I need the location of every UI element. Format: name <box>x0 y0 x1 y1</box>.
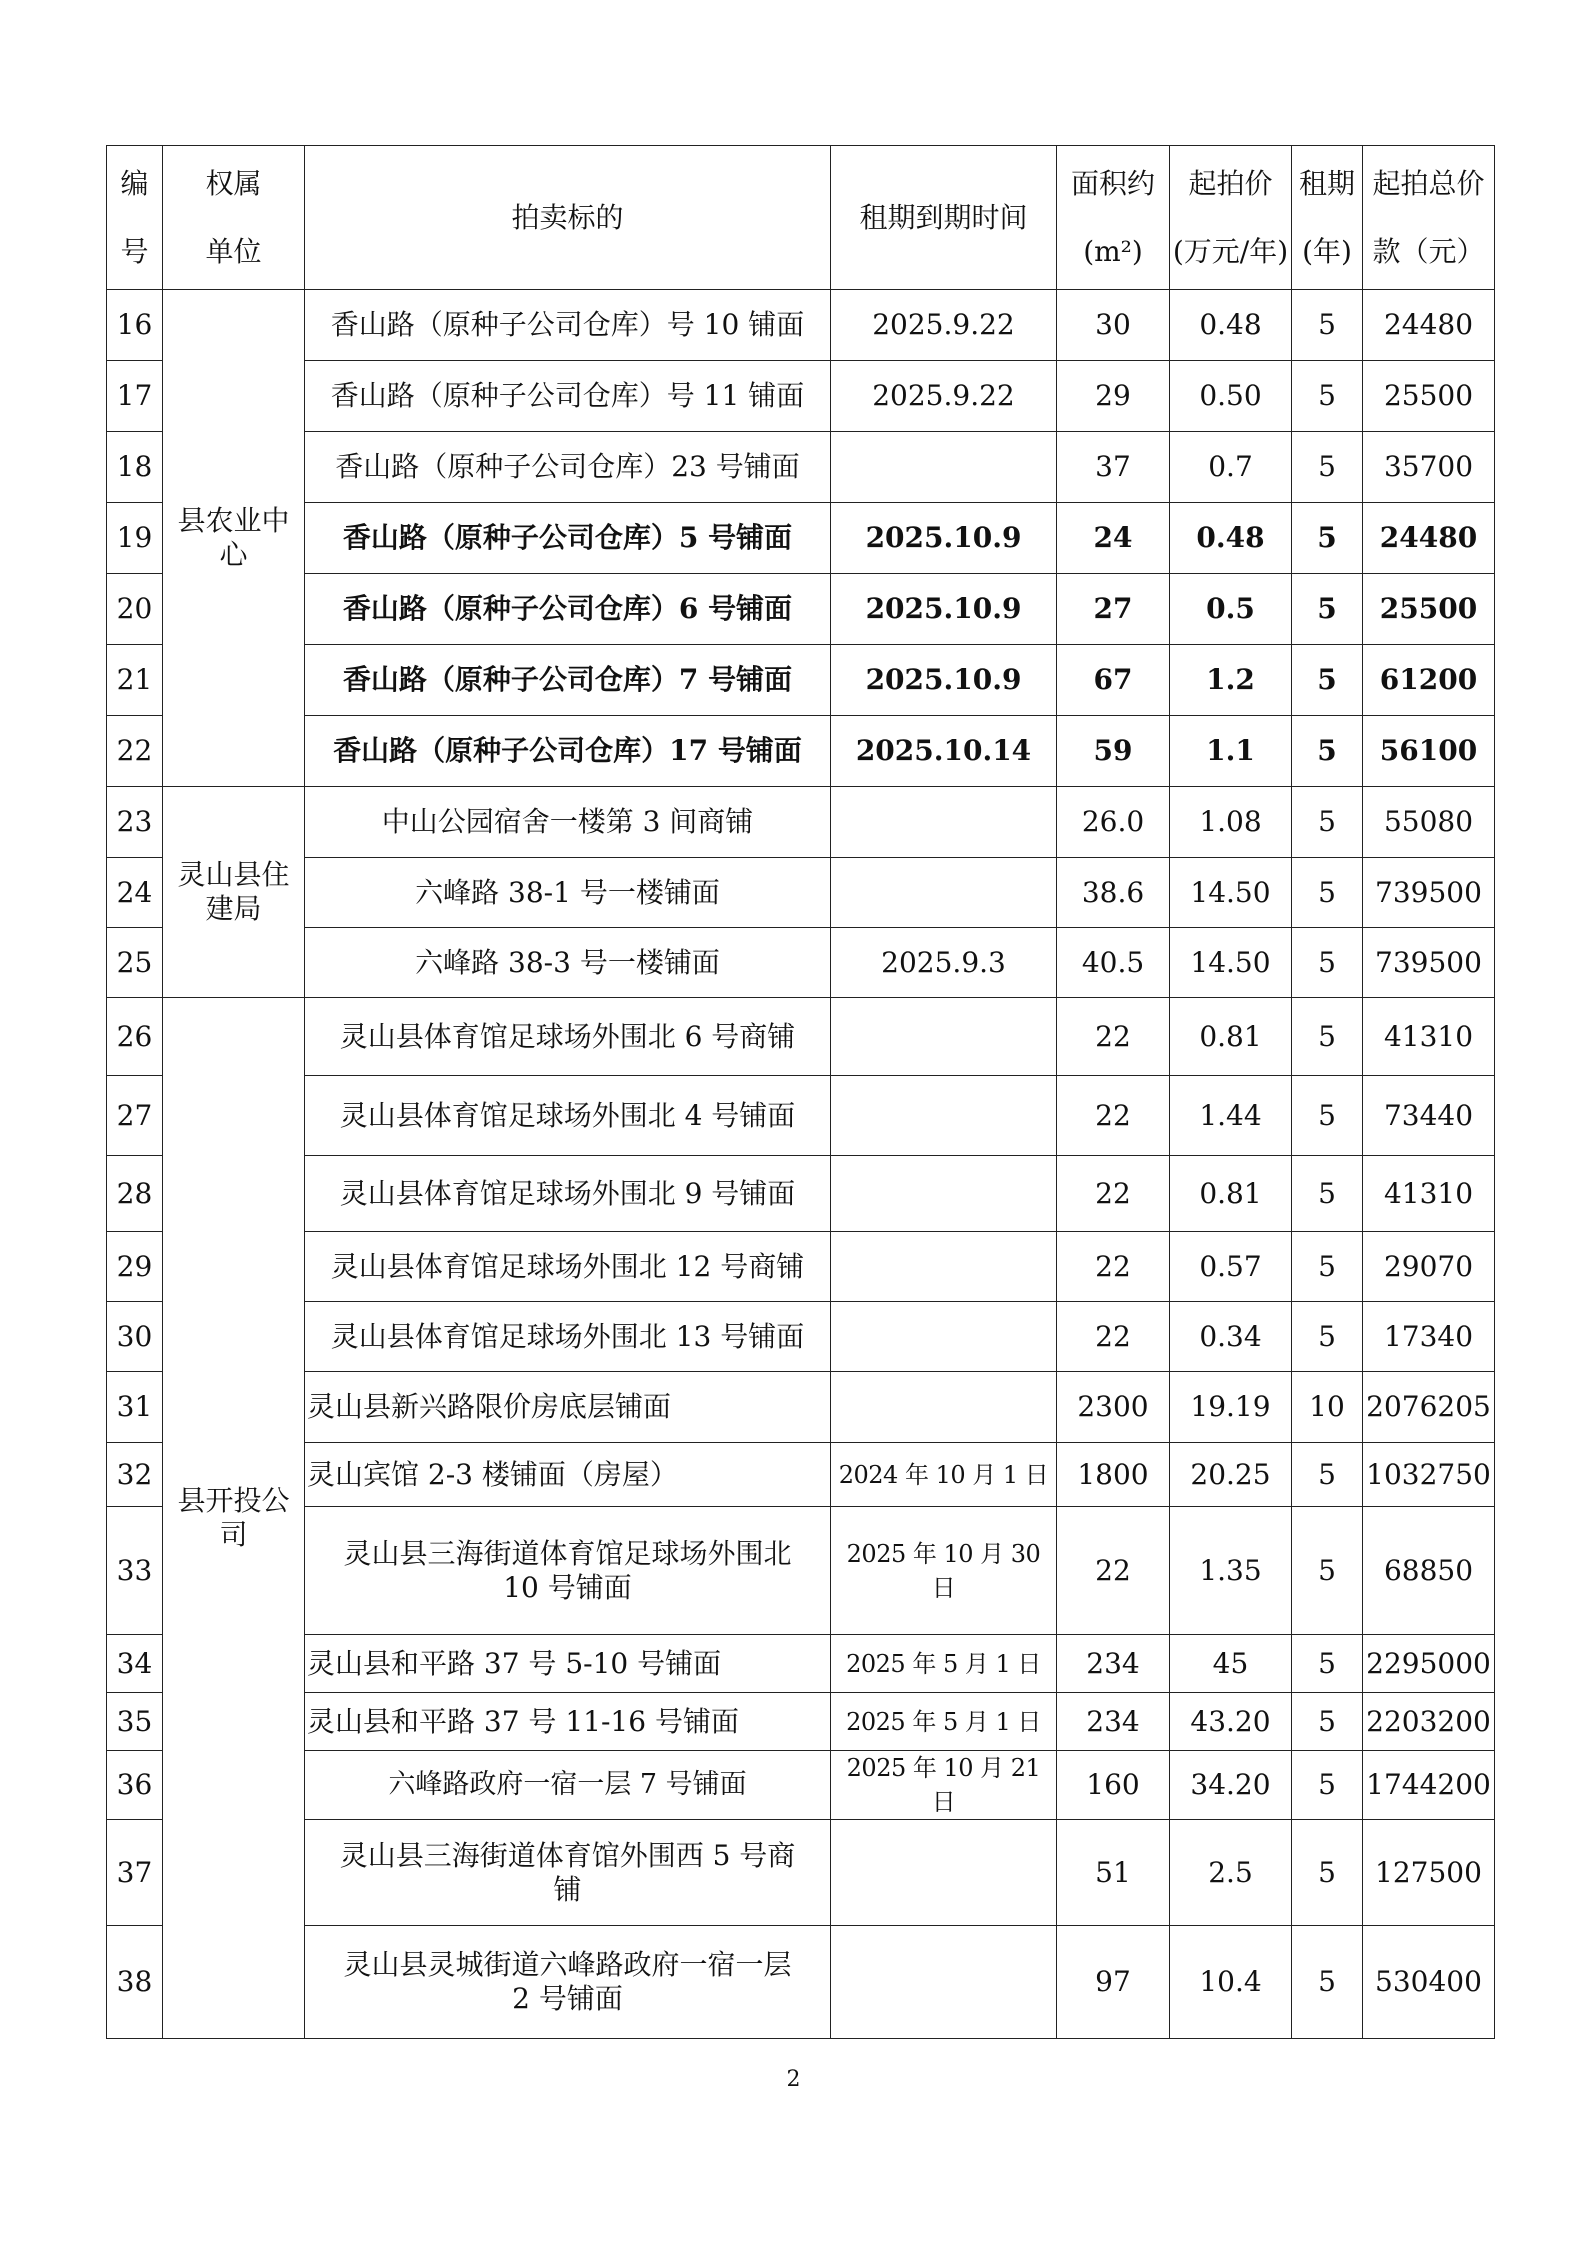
cell-term: 5 <box>1292 1156 1363 1232</box>
cell-total: 1032750 <box>1363 1443 1495 1507</box>
cell-area: 1800 <box>1057 1443 1170 1507</box>
table-row <box>107 1926 1495 2039</box>
table-row <box>107 1302 1495 1372</box>
cell-subject: 中山公园宿舍一楼第 3 间商铺 <box>305 787 831 858</box>
owner-agri: 县农业中心 <box>163 290 305 787</box>
table-row <box>107 645 1495 716</box>
header-price: 起拍价 (万元/年) <box>1170 146 1292 290</box>
cell-area: 40.5 <box>1057 928 1170 998</box>
cell-no: 31 <box>107 1372 163 1443</box>
cell-expiry <box>831 787 1057 858</box>
cell-subject: 香山路（原种子公司仓库）17 号铺面 <box>305 716 831 787</box>
cell-no: 36 <box>107 1751 163 1820</box>
cell-subject <box>305 1926 831 2039</box>
cell-expiry: 2025.9.22 <box>831 290 1057 361</box>
cell-no: 34 <box>107 1635 163 1693</box>
cell-total: 29070 <box>1363 1232 1495 1302</box>
cell-expiry <box>831 1076 1057 1156</box>
cell-expiry <box>831 1156 1057 1232</box>
cell-price: 2.5 <box>1170 1820 1292 1926</box>
cell-price: 1.35 <box>1170 1507 1292 1635</box>
cell-price: 1.44 <box>1170 1076 1292 1156</box>
cell-price: 0.5 <box>1170 574 1292 645</box>
table-row <box>107 1751 1495 1820</box>
cell-subject: 灵山县体育馆足球场外围北 9 号铺面 <box>305 1156 831 1232</box>
cell-term: 5 <box>1292 998 1363 1076</box>
cell-no: 32 <box>107 1443 163 1507</box>
cell-total: 41310 <box>1363 998 1495 1076</box>
cell-price: 45 <box>1170 1635 1292 1693</box>
cell-total: 41310 <box>1363 1156 1495 1232</box>
cell-area: 30 <box>1057 290 1170 361</box>
cell-total: 25500 <box>1363 574 1495 645</box>
cell-price: 19.19 <box>1170 1372 1292 1443</box>
cell-expiry: 2025.10.9 <box>831 645 1057 716</box>
cell-total: 739500 <box>1363 858 1495 928</box>
cell-expiry <box>831 1820 1057 1926</box>
table-row <box>107 928 1495 998</box>
cell-price: 20.25 <box>1170 1443 1292 1507</box>
cell-total: 1744200 <box>1363 1751 1495 1820</box>
cell-subject: 香山路（原种子公司仓库）7 号铺面 <box>305 645 831 716</box>
cell-subject: 灵山宾馆 2-3 楼铺面（房屋） <box>305 1443 831 1507</box>
header-term: 租期 (年) <box>1292 146 1363 290</box>
subject-line: 灵山县三海街道体育馆外围西 5 号商 <box>339 1838 796 1872</box>
cell-expiry: 2025 年 5 月 1 日 <box>831 1693 1057 1751</box>
cell-no: 33 <box>107 1507 163 1635</box>
cell-expiry: 2025 年 10 月 21 日 <box>831 1751 1057 1820</box>
header-expiry: 租期到期时间 <box>831 146 1057 290</box>
cell-subject: 灵山县体育馆足球场外围北 6 号商铺 <box>305 998 831 1076</box>
cell-total: 2076205 <box>1363 1372 1495 1443</box>
cell-total: 25500 <box>1363 361 1495 432</box>
cell-subject <box>305 1507 831 1635</box>
cell-area: 29 <box>1057 361 1170 432</box>
cell-area: 2300 <box>1057 1372 1170 1443</box>
cell-expiry <box>831 1372 1057 1443</box>
cell-total: 35700 <box>1363 432 1495 503</box>
table-row <box>107 858 1495 928</box>
table-row <box>107 1820 1495 1926</box>
table-row <box>107 1372 1495 1443</box>
subject-line: 10 号铺面 <box>503 1570 632 1604</box>
cell-no: 17 <box>107 361 163 432</box>
cell-term: 5 <box>1292 1507 1363 1635</box>
cell-expiry <box>831 858 1057 928</box>
cell-price: 0.48 <box>1170 503 1292 574</box>
cell-no: 37 <box>107 1820 163 1926</box>
cell-term: 5 <box>1292 858 1363 928</box>
cell-term: 5 <box>1292 716 1363 787</box>
cell-no: 35 <box>107 1693 163 1751</box>
cell-no: 26 <box>107 998 163 1076</box>
table-row <box>107 787 1495 858</box>
table-row <box>107 1443 1495 1507</box>
cell-area: 22 <box>1057 998 1170 1076</box>
cell-area: 97 <box>1057 1926 1170 2039</box>
cell-area: 26.0 <box>1057 787 1170 858</box>
cell-area: 22 <box>1057 1076 1170 1156</box>
header-row <box>107 146 1495 290</box>
cell-subject: 六峰路 38-1 号一楼铺面 <box>305 858 831 928</box>
table-row <box>107 716 1495 787</box>
cell-no: 18 <box>107 432 163 503</box>
cell-no: 29 <box>107 1232 163 1302</box>
table-row <box>107 1232 1495 1302</box>
cell-price: 14.50 <box>1170 928 1292 998</box>
cell-expiry: 2024 年 10 月 1 日 <box>831 1443 1057 1507</box>
cell-price: 1.2 <box>1170 645 1292 716</box>
cell-no: 24 <box>107 858 163 928</box>
cell-subject: 六峰路政府一宿一层 7 号铺面 <box>305 1751 831 1820</box>
cell-price: 1.08 <box>1170 787 1292 858</box>
cell-total: 24480 <box>1363 503 1495 574</box>
cell-term: 5 <box>1292 1751 1363 1820</box>
cell-price: 34.20 <box>1170 1751 1292 1820</box>
cell-no: 27 <box>107 1076 163 1156</box>
cell-term: 5 <box>1292 1232 1363 1302</box>
cell-total: 2203200 <box>1363 1693 1495 1751</box>
cell-area: 22 <box>1057 1507 1170 1635</box>
cell-term: 5 <box>1292 503 1363 574</box>
cell-expiry: 2025.9.22 <box>831 361 1057 432</box>
cell-term: 5 <box>1292 290 1363 361</box>
auction-table <box>106 145 1495 2039</box>
cell-subject: 香山路（原种子公司仓库）5 号铺面 <box>305 503 831 574</box>
cell-total: 73440 <box>1363 1076 1495 1156</box>
cell-subject: 灵山县和平路 37 号 5-10 号铺面 <box>305 1635 831 1693</box>
subject-line: 灵山县灵城街道六峰路政府一宿一层 <box>343 1948 792 1981</box>
cell-no: 23 <box>107 787 163 858</box>
cell-expiry <box>831 998 1057 1076</box>
table-row <box>107 998 1495 1076</box>
cell-area: 160 <box>1057 1751 1170 1820</box>
cell-price: 14.50 <box>1170 858 1292 928</box>
cell-price: 43.20 <box>1170 1693 1292 1751</box>
table-row <box>107 361 1495 432</box>
cell-expiry <box>831 1232 1057 1302</box>
cell-subject: 灵山县和平路 37 号 11-16 号铺面 <box>305 1693 831 1751</box>
cell-area: 51 <box>1057 1820 1170 1926</box>
cell-no: 21 <box>107 645 163 716</box>
cell-total: 24480 <box>1363 290 1495 361</box>
table-row <box>107 1156 1495 1232</box>
cell-expiry: 2025.10.14 <box>831 716 1057 787</box>
cell-subject: 香山路（原种子公司仓库）号 11 铺面 <box>305 361 831 432</box>
cell-price: 0.34 <box>1170 1302 1292 1372</box>
cell-expiry: 2025.10.9 <box>831 503 1057 574</box>
cell-term: 5 <box>1292 1693 1363 1751</box>
cell-area: 24 <box>1057 503 1170 574</box>
cell-expiry <box>831 432 1057 503</box>
cell-term: 5 <box>1292 1635 1363 1693</box>
cell-term: 10 <box>1292 1372 1363 1443</box>
cell-subject: 灵山县体育馆足球场外围北 12 号商铺 <box>305 1232 831 1302</box>
table-row <box>107 432 1495 503</box>
cell-area: 22 <box>1057 1232 1170 1302</box>
cell-area: 38.6 <box>1057 858 1170 928</box>
table-row <box>107 1507 1495 1635</box>
cell-expiry: 2025 年 10 月 30 日 <box>831 1507 1057 1635</box>
cell-total: 17340 <box>1363 1302 1495 1372</box>
cell-subject: 香山路（原种子公司仓库）6 号铺面 <box>305 574 831 645</box>
cell-expiry: 2025.9.3 <box>831 928 1057 998</box>
cell-area: 59 <box>1057 716 1170 787</box>
cell-price: 0.57 <box>1170 1232 1292 1302</box>
owner-housing: 灵山县住建局 <box>163 787 305 998</box>
cell-price: 10.4 <box>1170 1926 1292 2039</box>
cell-no: 30 <box>107 1302 163 1372</box>
cell-term: 5 <box>1292 1926 1363 2039</box>
cell-area: 67 <box>1057 645 1170 716</box>
cell-total: 55080 <box>1363 787 1495 858</box>
cell-total: 56100 <box>1363 716 1495 787</box>
cell-subject: 灵山县体育馆足球场外围北 13 号铺面 <box>305 1302 831 1372</box>
table-row <box>107 574 1495 645</box>
cell-total: 61200 <box>1363 645 1495 716</box>
cell-term: 5 <box>1292 787 1363 858</box>
subject-line: 2 号铺面 <box>512 1982 623 2015</box>
cell-no: 28 <box>107 1156 163 1232</box>
cell-total: 739500 <box>1363 928 1495 998</box>
cell-subject: 六峰路 38-3 号一楼铺面 <box>305 928 831 998</box>
cell-price: 0.48 <box>1170 290 1292 361</box>
cell-price: 0.81 <box>1170 998 1292 1076</box>
cell-no: 19 <box>107 503 163 574</box>
cell-price: 0.50 <box>1170 361 1292 432</box>
cell-price: 0.81 <box>1170 1156 1292 1232</box>
cell-term: 5 <box>1292 1443 1363 1507</box>
header-owner: 权属 单位 <box>163 146 305 290</box>
table-row <box>107 1693 1495 1751</box>
cell-no: 16 <box>107 290 163 361</box>
cell-subject: 香山路（原种子公司仓库）号 10 铺面 <box>305 290 831 361</box>
cell-total: 127500 <box>1363 1820 1495 1926</box>
cell-area: 37 <box>1057 432 1170 503</box>
cell-term: 5 <box>1292 574 1363 645</box>
subject-line: 灵山县三海街道体育馆足球场外围北 <box>343 1536 792 1570</box>
cell-expiry <box>831 1926 1057 2039</box>
cell-area: 234 <box>1057 1635 1170 1693</box>
cell-term: 5 <box>1292 1302 1363 1372</box>
cell-price: 1.1 <box>1170 716 1292 787</box>
cell-expiry <box>831 1302 1057 1372</box>
cell-subject <box>305 1820 831 1926</box>
cell-term: 5 <box>1292 645 1363 716</box>
cell-term: 5 <box>1292 361 1363 432</box>
page-number: 2 <box>786 2067 801 2092</box>
cell-no: 22 <box>107 716 163 787</box>
cell-term: 5 <box>1292 1820 1363 1926</box>
cell-area: 22 <box>1057 1156 1170 1232</box>
subject-line: 铺 <box>553 1872 582 1906</box>
cell-price: 0.7 <box>1170 432 1292 503</box>
header-no: 编 号 <box>107 146 163 290</box>
cell-term: 5 <box>1292 1076 1363 1156</box>
cell-no: 20 <box>107 574 163 645</box>
cell-total: 68850 <box>1363 1507 1495 1635</box>
cell-term: 5 <box>1292 432 1363 503</box>
cell-no: 38 <box>107 1926 163 2039</box>
cell-expiry: 2025 年 5 月 1 日 <box>831 1635 1057 1693</box>
table-row <box>107 290 1495 361</box>
cell-expiry: 2025.10.9 <box>831 574 1057 645</box>
table-row <box>107 1635 1495 1693</box>
header-total: 起拍总价 款（元） <box>1363 146 1495 290</box>
cell-area: 22 <box>1057 1302 1170 1372</box>
header-area: 面积约 (m²) <box>1057 146 1170 290</box>
cell-no: 25 <box>107 928 163 998</box>
table-row <box>107 1076 1495 1156</box>
cell-total: 530400 <box>1363 1926 1495 2039</box>
cell-subject: 灵山县新兴路限价房底层铺面 <box>305 1372 831 1443</box>
header-subject: 拍卖标的 <box>305 146 831 290</box>
cell-subject: 灵山县体育馆足球场外围北 4 号铺面 <box>305 1076 831 1156</box>
cell-subject: 香山路（原种子公司仓库）23 号铺面 <box>305 432 831 503</box>
table-row <box>107 503 1495 574</box>
cell-area: 27 <box>1057 574 1170 645</box>
owner-devco: 县开投公司 <box>163 998 305 2039</box>
cell-area: 234 <box>1057 1693 1170 1751</box>
cell-total: 2295000 <box>1363 1635 1495 1693</box>
cell-term: 5 <box>1292 928 1363 998</box>
